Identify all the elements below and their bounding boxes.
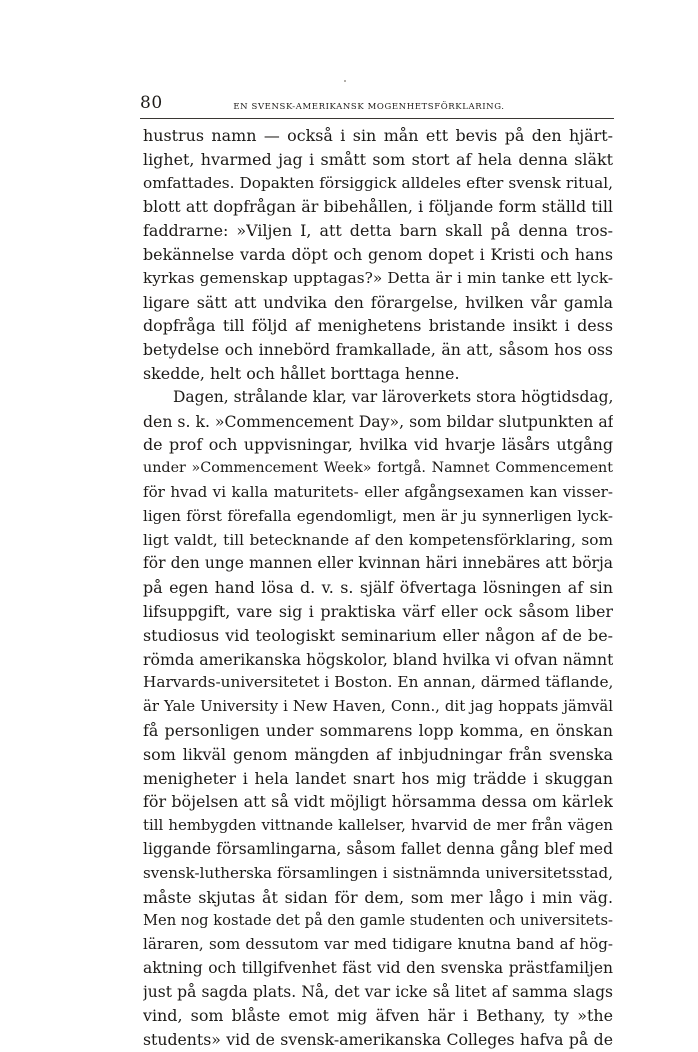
text-line: students» vid de svensk-amerikanska Colleges hafva på de (143, 1030, 613, 1050)
text-line: menigheter i hela landet snart hos mig trädde i skuggan (143, 768, 613, 788)
text-line: lighet, hvarmed jag i smått som stort af hela denna släkt (143, 149, 613, 169)
text-line: under »Commencement Week» fortgå. Namnet Commencement (143, 460, 613, 477)
text-line: för den unge mannen eller kvinnan häri innebäres att börja (143, 554, 613, 573)
text-line: de prof och uppvisningar, hvilka vid hvarje läsårs utgång (143, 435, 613, 455)
text-line: svensk-lutherska församlingen i sistnämnda universitetsstad, (143, 863, 613, 882)
text-line: för böjelsen att så vidt möjligt hörsamma dessa om kärlek (143, 792, 613, 812)
text-line: Men nog kostade det på den gamle studenten och universitets- (143, 912, 613, 930)
text-line: på egen hand lösa d. v. s. själf öfvertaga lösningen af sin (143, 578, 613, 598)
text-line: som likväl genom mängden af inbjudningar från svenska (143, 744, 613, 764)
text-line: för hvad vi kalla maturitets- eller afgångsexamen kan visser- (143, 482, 613, 501)
text-line: blott att dopfrågan är bibehållen, i följande form ställd till (143, 197, 613, 217)
text-line: den s. k. »Commencement Day», som bildar slutpunkten af (143, 411, 613, 431)
text-line: måste skjutas åt sidan för dem, som mer lågo i min väg. (143, 887, 613, 907)
text-line: ligare sätt att undvika den förargelse, hvilken vår gamla (143, 292, 613, 312)
text-line: hustrus namn — också i sin mån ett bevis på den hjärt- (143, 126, 613, 145)
paragraph-start-line: Dagen, strålande klar, var läroverkets stora högtidsdag, (173, 387, 613, 406)
body-text (143, 124, 613, 1052)
text-line: bekännelse varda döpt och genom dopet i Kristi och hans (143, 244, 613, 264)
text-line: ligen först förefalla egendomligt, men är ju synnerligen lyck- (143, 506, 613, 525)
text-line: få personligen under sommarens lopp komma, en önskan (143, 720, 613, 740)
running-head: EN SVENSK-AMERIKANSK MOGENHETSFÖRKLARING. (233, 102, 505, 112)
text-line: dopfråga till följd af menighetens bristande insikt i dess (143, 316, 613, 336)
text-line: studiosus vid teologiskt seminarium eller någon af de be- (143, 625, 613, 645)
text-line: omfattades. Dopakten försiggick alldeles efter svensk ritual, (143, 173, 613, 192)
text-line: aktning och tillgifvenhet fäst vid den svenska prästfamiljen (143, 958, 613, 977)
text-line: ligt valdt, till betecknande af den kompetensförklaring, som (143, 530, 613, 549)
page-number: 80 (140, 93, 163, 113)
text-line: Harvards-universitetet i Boston. En annan, därmed täflande, (143, 673, 613, 692)
header-rule (140, 118, 614, 119)
text-line: läraren, som dessutom var med tidigare knutna band af hög- (143, 935, 613, 954)
text-line: liggande församlingarna, såsom fallet denna gång blef med (143, 839, 613, 858)
text-line: römda amerikanska högskolor, bland hvilka vi ofvan nämnt (143, 649, 613, 669)
text-line: är Yale University i New Haven, Conn., dit jag hoppats jämväl (143, 697, 613, 716)
text-line: just på sagda plats. Nå, det var icke så litet af samma slags (143, 982, 613, 1001)
text-line: lifsuppgift, vare sig i praktiska värf eller ock såsom liber (143, 601, 613, 621)
stray-ink-dot (344, 80, 346, 82)
text-line: vind, som blåste emot mig äfven här i Bethany, ty »the (143, 1006, 613, 1026)
text-line: till hembygden vittnande kallelser, hvarvid de mer från vägen (143, 816, 613, 835)
text-line: betydelse och innebörd framkallade, än att, såsom hos oss (143, 340, 613, 360)
text-line: kyrkas gemenskap upptagas?» Detta är i min tanke ett lyck- (143, 268, 613, 287)
text-line: faddrarne: »Viljen I, att detta barn skall på denna tros- (143, 221, 613, 241)
paragraph-end-line: skedde, helt och hållet borttaga henne. (143, 363, 460, 383)
